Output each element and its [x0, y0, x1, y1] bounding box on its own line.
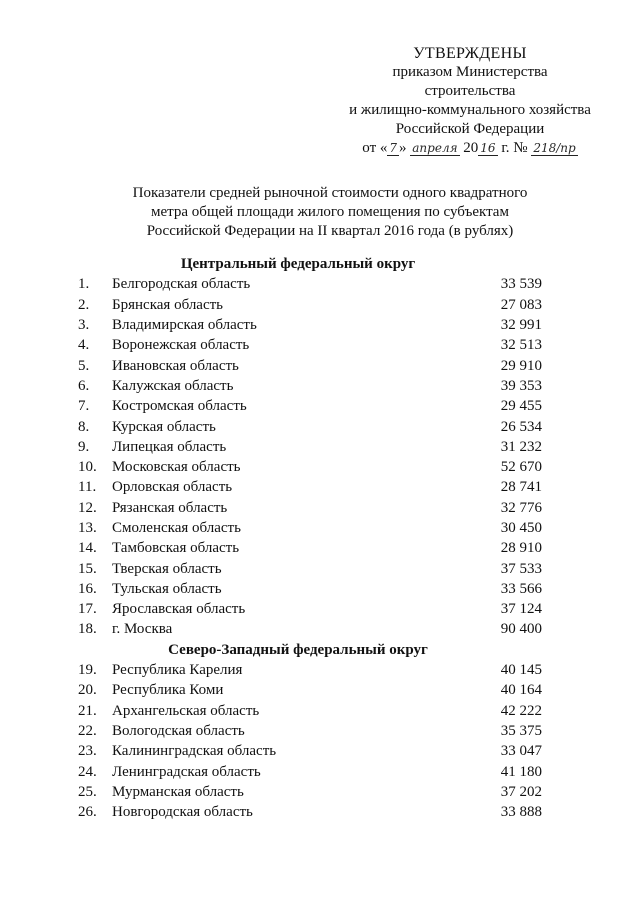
row-number: 24. — [78, 763, 97, 780]
price-value: 42 222 — [500, 702, 542, 719]
price-value: 32 513 — [500, 337, 542, 354]
price-value: 29 910 — [500, 357, 542, 374]
order-date-line — [330, 139, 610, 158]
row-number: 20. — [78, 682, 97, 699]
price-value: 37 533 — [500, 560, 542, 577]
region-name: Архангельская область — [112, 702, 260, 719]
row-number: 7. — [78, 398, 90, 415]
table-row — [78, 619, 558, 639]
table-row — [78, 599, 558, 619]
price-value: 52 670 — [500, 459, 542, 476]
region-name: Новгородская область — [112, 804, 253, 821]
table-row — [78, 782, 558, 802]
row-number: 23. — [78, 743, 97, 760]
region-name: Тамбовская область — [112, 540, 240, 557]
row-number: 10. — [78, 459, 97, 476]
table-row — [78, 477, 558, 497]
row-number: 1. — [78, 276, 90, 293]
region-name: Вологодская область — [112, 722, 245, 739]
price-value: 90 400 — [500, 621, 542, 638]
table-row — [78, 355, 558, 375]
row-number: 17. — [78, 601, 97, 618]
region-name: Ленинградская область — [112, 763, 261, 780]
region-name: Липецкая область — [112, 438, 227, 455]
price-value: 33 566 — [500, 580, 542, 597]
region-name: г. Москва — [112, 621, 173, 638]
region-name: Ивановская область — [112, 357, 239, 374]
table-row — [78, 437, 558, 457]
region-name: Калининградская область — [112, 743, 277, 760]
region-name: Курская область — [112, 418, 216, 435]
region-name: Костромская область — [112, 398, 247, 415]
region-name: Калужская область — [112, 377, 234, 394]
price-value: 33 888 — [500, 804, 542, 821]
price-value: 37 124 — [500, 601, 542, 618]
order-day: 7 — [389, 141, 398, 155]
row-number: 12. — [78, 499, 97, 516]
price-value: 33 539 — [500, 276, 542, 293]
price-value: 31 232 — [500, 438, 542, 455]
price-table — [78, 254, 558, 822]
price-value: 39 353 — [500, 377, 542, 394]
table-row — [78, 335, 558, 355]
table-row — [78, 376, 558, 396]
table-row — [78, 721, 558, 741]
row-number: 4. — [78, 337, 90, 354]
table-row — [78, 295, 558, 315]
price-value: 28 910 — [500, 540, 542, 557]
price-value: 32 991 — [500, 317, 542, 334]
table-row — [78, 660, 558, 680]
table-row — [78, 761, 558, 781]
row-number: 11. — [78, 479, 97, 496]
table-row — [78, 680, 558, 700]
price-value: 37 202 — [500, 783, 542, 800]
date-mid: » — [399, 140, 407, 156]
row-number: 26. — [78, 804, 97, 821]
order-month: апреля — [412, 141, 458, 155]
row-number: 19. — [78, 662, 97, 679]
region-name: Брянская область — [112, 296, 224, 313]
row-number: 8. — [78, 418, 90, 435]
table-row — [78, 498, 558, 518]
region-name: Ярославская область — [112, 601, 246, 618]
district-name: Центральный федеральный округ — [180, 256, 416, 273]
table-row — [78, 558, 558, 578]
region-name: Московская область — [112, 459, 241, 476]
price-value: 32 776 — [500, 499, 542, 516]
region-name: Воронежская область — [112, 337, 250, 354]
table-row — [78, 538, 558, 558]
region-name: Белгородская область — [112, 276, 251, 293]
document-title — [110, 184, 550, 241]
row-number: 25. — [78, 783, 97, 800]
region-name: Владимирская область — [112, 317, 257, 334]
row-number: 14. — [78, 540, 97, 557]
row-number: 5. — [78, 357, 90, 374]
price-value: 33 047 — [500, 743, 542, 760]
table-row — [78, 416, 558, 436]
price-value: 26 534 — [500, 418, 542, 435]
district-header — [78, 254, 558, 274]
table-row — [78, 802, 558, 822]
table-row — [78, 741, 558, 761]
row-number: 15. — [78, 560, 97, 577]
approval-block — [330, 44, 610, 158]
year-prefix: 20 — [463, 140, 479, 156]
order-number: 218/пр — [533, 141, 576, 155]
date-prefix: от « — [362, 140, 388, 156]
price-value: 40 145 — [500, 662, 542, 679]
region-name: Рязанская область — [112, 499, 228, 516]
price-value: 29 455 — [500, 398, 542, 415]
title-line-3: Российской Федерации на II квартал 2016 года (в рублях) — [146, 223, 514, 239]
price-value: 35 375 — [500, 722, 542, 739]
title-line-1: Показатели средней рыночной стоимости одного квадратного — [132, 185, 528, 201]
row-number: 13. — [78, 520, 97, 536]
approval-line-4: и жилищно-коммунального хозяйства — [349, 102, 591, 118]
price-value: 41 180 — [500, 763, 542, 780]
approval-line-2: приказом Министерства — [392, 64, 548, 80]
row-number: 16. — [78, 580, 97, 597]
region-name: Орловская область — [112, 479, 233, 496]
region-name: Республика Карелия — [112, 662, 243, 679]
price-value: 27 083 — [500, 296, 542, 313]
number-label: г. № — [501, 140, 528, 156]
row-number: 3. — [78, 317, 90, 334]
table-row — [78, 315, 558, 335]
order-year: 16 — [480, 141, 496, 155]
district-name: Северо-Западный федеральный округ — [168, 641, 428, 658]
region-name: Тульская область — [112, 580, 222, 597]
approval-heading: УТВЕРЖДЕНЫ — [413, 45, 527, 62]
table-row — [78, 396, 558, 416]
region-name: Тверская область — [112, 560, 222, 577]
row-number: 2. — [78, 296, 90, 313]
approval-line-3: строительства — [424, 83, 516, 99]
table-row — [78, 579, 558, 599]
price-value: 40 164 — [500, 682, 542, 699]
row-number: 9. — [78, 438, 90, 455]
region-name: Мурманская область — [112, 783, 244, 800]
approval-line-5: Российской Федерации — [395, 121, 545, 137]
title-line-2: метра общей площади жилого помещения по субъектам — [151, 204, 509, 220]
region-name: Республика Коми — [112, 682, 224, 699]
table-row — [78, 457, 558, 477]
table-row — [78, 518, 558, 538]
table-row — [78, 701, 558, 721]
table-row — [78, 274, 558, 294]
row-number: 6. — [78, 377, 90, 394]
region-name: Смоленская область — [112, 520, 241, 536]
price-value: 28 741 — [500, 479, 542, 496]
row-number: 21. — [78, 702, 97, 719]
district-header — [78, 640, 558, 660]
row-number: 22. — [78, 722, 97, 739]
price-value: 30 450 — [500, 520, 542, 536]
row-number: 18. — [78, 621, 97, 638]
